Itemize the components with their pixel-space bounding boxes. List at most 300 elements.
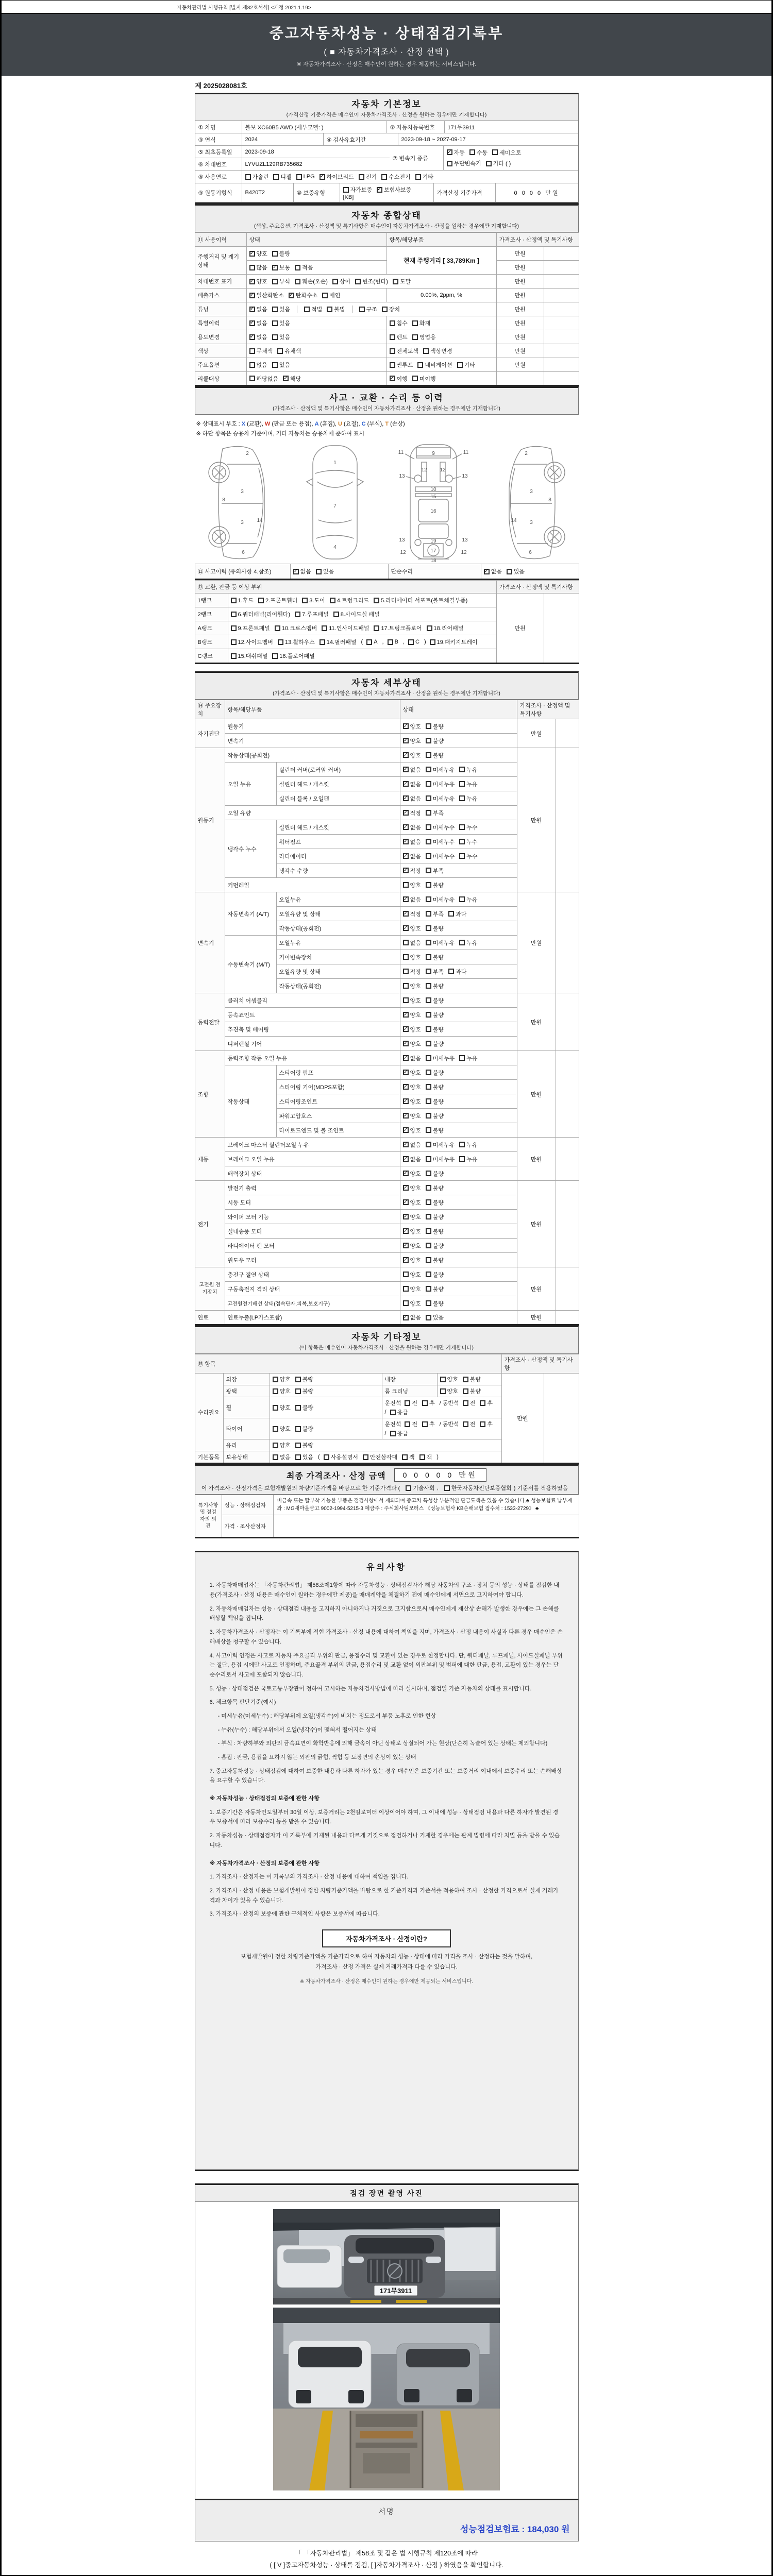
checkbox-unchecked[interactable] [492,148,522,157]
checkbox-unchecked[interactable] [324,1453,358,1461]
group-label-cell: 내장 [382,1374,437,1385]
checkbox-unchecked[interactable] [295,1453,313,1461]
checkbox-unchecked[interactable] [403,939,421,947]
checkbox-unchecked[interactable] [402,1453,415,1461]
checkbox-label: 색상변경 [430,348,452,354]
checkbox-unchecked[interactable] [403,968,421,976]
checkbox-label: 불량 [432,1243,444,1249]
checkbox-box-icon [403,1300,409,1306]
checkbox-unchecked[interactable] [273,1387,291,1395]
checkbox-checked[interactable] [249,249,267,258]
checkbox-unchecked[interactable] [275,624,317,632]
checkbox-unchecked[interactable] [426,1270,444,1279]
checkbox-unchecked[interactable] [393,277,411,285]
checks-cell [400,1210,517,1224]
checkbox-checked[interactable] [403,1040,421,1048]
checkbox-box-icon [374,598,379,603]
checkbox-box-icon: ✓ [390,375,395,381]
checkbox-unchecked[interactable] [405,1399,417,1407]
checkbox-box-icon [448,969,454,974]
checkbox-checked[interactable] [403,1054,421,1062]
checkbox-unchecked[interactable] [406,1484,435,1492]
price-cell: 만원 [517,719,556,748]
checkbox-unchecked[interactable] [412,319,430,327]
checkbox-label: 미이행 [419,376,436,382]
checkbox-unchecked[interactable] [426,838,455,846]
checkbox-unchecked[interactable] [390,361,413,369]
checkbox-box-icon [426,1026,431,1032]
checkbox-label: 14.필러패널 [326,639,357,646]
checkbox-checked[interactable] [403,722,421,731]
checkbox-label: 불량 [432,1286,444,1293]
group-label-cell: 수리필요 [195,1374,223,1451]
checkbox-unchecked[interactable] [426,1112,444,1120]
checkbox-unchecked[interactable] [403,1299,421,1308]
checkbox-unchecked[interactable] [426,1227,444,1235]
checkbox-unchecked[interactable] [403,996,421,1005]
checkbox-unchecked[interactable] [469,148,488,157]
checkbox-label: 후 [487,1421,493,1428]
checkbox-unchecked[interactable] [426,996,444,1005]
checks-cell [382,1397,501,1418]
checkbox-label: 없음 [410,940,421,946]
checkbox-unchecked[interactable] [459,895,477,904]
checkbox-unchecked[interactable] [426,1155,455,1163]
checkbox-unchecked[interactable] [459,1141,477,1149]
checkbox-checked[interactable] [403,895,421,904]
group-label-cell: 광택 [223,1385,270,1397]
checkbox-label: 없음 [410,824,421,831]
checkbox-unchecked[interactable] [415,173,433,181]
checkbox-unchecked[interactable] [459,838,477,846]
checkbox-unchecked[interactable] [417,361,452,369]
checkbox-checked[interactable] [403,751,421,759]
checkbox-unchecked[interactable] [426,982,444,990]
checkbox-unchecked[interactable] [273,1453,291,1461]
checkbox-unchecked[interactable] [295,1375,313,1383]
checkbox-unchecked[interactable] [426,823,455,832]
signature-label: 서명 [378,2507,395,2516]
checkbox-checked[interactable] [249,319,267,327]
checkbox-unchecked[interactable] [463,1420,476,1428]
checkbox-box-icon [426,1098,431,1104]
checkbox-box-icon: ✓ [293,568,298,574]
checkbox-unchecked[interactable] [343,185,373,194]
checkbox-checked[interactable] [403,924,421,933]
checkbox-unchecked[interactable] [322,291,340,299]
checkbox-checked[interactable] [403,838,421,846]
field-label: ⑥ 차대번호 [195,158,242,171]
checkbox-unchecked[interactable] [249,263,267,272]
checkbox-unchecked[interactable] [426,1126,444,1134]
checkbox-checked[interactable] [403,1011,421,1019]
checkbox-unchecked[interactable] [355,277,388,285]
checkbox-unchecked[interactable] [426,1184,444,1192]
checkbox-checked[interactable] [320,173,354,181]
checkbox-box-icon [426,1113,431,1118]
checkbox-unchecked[interactable] [273,1425,291,1433]
checkbox-unchecked[interactable] [374,624,422,632]
checkbox-box-icon [426,853,431,859]
cell [544,358,579,372]
checkbox-unchecked[interactable] [412,333,436,341]
checkbox-unchecked[interactable] [426,1313,444,1321]
checks-cell [270,1374,382,1385]
checkbox-box-icon: ✓ [403,1127,408,1133]
basic-info-table [195,121,579,204]
checkbox-unchecked[interactable] [426,968,444,976]
price-cell: 만원 [496,358,544,372]
group-label-cell: 용도변경 [195,330,246,344]
checkbox-unchecked[interactable] [426,852,455,860]
checkbox-label: 양호 [410,1127,421,1134]
checkbox-checked[interactable] [377,185,411,194]
checkbox-box-icon [426,969,431,974]
checkbox-unchecked[interactable] [320,638,357,646]
checkbox-unchecked[interactable] [422,1420,435,1428]
checkbox-unchecked[interactable] [459,780,477,788]
checkbox-checked[interactable] [403,867,421,875]
checkbox-label: 누유 [466,1142,478,1148]
checkbox-unchecked[interactable] [231,624,270,632]
checkbox-unchecked[interactable] [390,1408,408,1416]
status-symbol-desc: (흠집), [320,421,338,427]
checkbox-unchecked[interactable] [272,249,290,258]
checkbox-unchecked[interactable] [363,1453,397,1461]
checkbox-label: 있음 [432,1315,444,1321]
cell [544,594,579,664]
checkbox-unchecked[interactable] [272,333,290,341]
checkbox-unchecked[interactable] [273,1441,291,1449]
checkbox-unchecked[interactable] [440,1375,458,1383]
checkbox-unchecked[interactable] [426,737,444,745]
checkbox-unchecked[interactable] [278,638,315,646]
checkbox-unchecked[interactable] [426,766,455,774]
checkbox-unchecked[interactable] [231,652,268,660]
svg-text:2: 2 [245,450,249,456]
checkbox-box-icon [231,653,237,659]
checkbox-label: 전체도색 [396,348,419,354]
checkbox-unchecked[interactable] [480,1420,493,1428]
checkbox-unchecked[interactable] [258,596,297,604]
checkbox-unchecked[interactable] [426,809,444,817]
checkbox-unchecked[interactable] [448,910,466,918]
checkbox-checked[interactable] [283,375,301,383]
checkbox-checked[interactable] [272,263,290,272]
checkbox-unchecked[interactable] [403,1285,421,1293]
checkbox-unchecked[interactable] [295,1441,313,1449]
cell: 오일누유 [276,892,400,907]
checkbox-checked[interactable] [403,1083,421,1091]
checkbox-unchecked[interactable] [444,1484,512,1492]
checkbox-unchecked[interactable] [507,567,525,575]
checkbox-unchecked[interactable] [426,924,444,933]
checkbox-unchecked[interactable] [333,610,380,618]
checkbox-unchecked[interactable] [463,1375,481,1383]
checkbox-unchecked[interactable] [245,173,269,181]
checkbox-unchecked[interactable] [423,347,452,355]
checkbox-unchecked[interactable] [296,174,315,180]
checkbox-unchecked[interactable] [273,173,291,181]
checkbox-checked[interactable] [403,1155,421,1163]
checkbox-label: 없음 [256,362,267,368]
checkbox-unchecked[interactable] [447,159,481,167]
cell: 와이퍼 모터 기능 [225,1210,400,1224]
checkbox-label: 없음 [491,569,502,575]
checkbox-checked[interactable] [403,1213,421,1221]
checkbox-label: 양호 [410,1070,421,1076]
checkbox-unchecked[interactable] [304,305,322,313]
checkbox-unchecked[interactable] [426,1213,444,1221]
checkbox-unchecked[interactable] [426,1256,444,1264]
checkbox-checked[interactable] [484,567,502,575]
checkbox-unchecked[interactable] [486,159,511,167]
checkbox-unchecked[interactable] [426,780,455,788]
table-row [195,1495,579,1515]
checkbox-box-icon [406,1485,411,1491]
checkbox-box-icon [363,1454,368,1460]
checks-cell [400,1282,517,1296]
check-group-text: , [402,639,405,646]
checkbox-unchecked[interactable] [295,277,328,285]
checkbox-unchecked[interactable] [459,1054,477,1062]
checkbox-label: 불량 [432,1084,444,1091]
checkbox-checked[interactable] [403,1097,421,1106]
checkbox-unchecked[interactable] [422,1399,435,1407]
checkbox-checked[interactable] [403,1227,421,1235]
checkbox-box-icon [273,174,279,180]
checkbox-checked[interactable] [403,794,421,803]
checkbox-checked[interactable] [293,567,311,575]
checkbox-checked[interactable] [403,1141,421,1149]
checkbox-label: 누유 [466,896,478,903]
checkbox-unchecked[interactable] [459,794,477,803]
checkbox-checked[interactable] [403,1069,421,1077]
checkbox-unchecked[interactable] [273,1375,291,1383]
checkbox-unchecked[interactable] [448,968,466,976]
checkbox-unchecked[interactable] [381,173,411,181]
checkbox-unchecked[interactable] [430,638,478,646]
cell [544,275,579,289]
checkbox-unchecked[interactable] [405,1420,417,1428]
notice-item: ※ 자동차가격조사 · 산정의 보증에 관한 사항 [209,1860,320,1867]
checkbox-checked[interactable] [403,910,421,918]
cell [556,1311,579,1325]
checkbox-unchecked[interactable] [272,361,290,369]
checkbox-unchecked[interactable] [459,852,477,860]
checkbox-unchecked[interactable] [426,722,444,731]
checkbox-box-icon [480,1421,485,1427]
checks-cell [400,1051,517,1065]
checks-cell [270,1397,382,1418]
checkbox-unchecked[interactable] [390,319,408,327]
checkbox-unchecked[interactable] [426,1170,444,1178]
notice-title: 유의사항 [366,1563,407,1572]
checkbox-unchecked[interactable] [272,319,290,327]
checkbox-label: 해당 [290,376,301,382]
checkbox-checked[interactable] [403,1256,421,1264]
checkbox-unchecked[interactable] [403,881,421,889]
checkbox-unchecked[interactable] [426,1299,444,1308]
table-row [195,330,579,344]
checkbox-box-icon: ✓ [403,1069,408,1075]
checkbox-unchecked[interactable] [426,1285,444,1293]
checkbox-unchecked[interactable] [327,305,345,313]
checkbox-checked[interactable] [403,1198,421,1207]
checkbox-unchecked[interactable] [426,1141,455,1149]
checkbox-unchecked[interactable] [249,347,273,355]
checkbox-checked[interactable] [403,1112,421,1120]
checkbox-unchecked[interactable] [426,1025,444,1033]
checkbox-unchecked[interactable] [295,1425,313,1433]
checkbox-unchecked[interactable] [403,982,421,990]
table-row [195,372,579,386]
checkbox-unchecked[interactable] [366,639,377,645]
checkbox-unchecked[interactable] [382,305,400,313]
checkbox-unchecked[interactable] [231,638,273,646]
checkbox-unchecked[interactable] [408,639,419,645]
checkbox-unchecked[interactable] [390,1429,408,1437]
checkbox-unchecked[interactable] [249,361,267,369]
checkbox-unchecked[interactable] [426,1083,444,1091]
checkbox-unchecked[interactable] [427,624,464,632]
checkbox-unchecked[interactable] [426,1242,444,1250]
checkbox-checked[interactable] [403,1184,421,1192]
checkbox-checked[interactable] [403,737,421,745]
checkbox-unchecked[interactable] [419,1453,432,1461]
checkbox-checked[interactable] [249,305,267,313]
checkbox-checked[interactable] [249,277,267,285]
checkbox-unchecked[interactable] [330,596,369,604]
checkbox-checked[interactable] [403,1126,421,1134]
checkbox-box-icon [295,1426,301,1432]
checkbox-unchecked[interactable] [480,1399,493,1407]
checkbox-checked[interactable] [249,333,267,341]
checkbox-unchecked[interactable] [426,794,455,803]
checkbox-unchecked[interactable] [277,347,301,355]
checkbox-unchecked[interactable] [403,1270,421,1279]
checkbox-label: 안전삼각대 [369,1454,397,1461]
checkbox-unchecked[interactable] [388,639,398,645]
group-label-cell: C랭크 [195,649,228,664]
checkbox-unchecked[interactable] [332,277,350,285]
checkbox-label: 침수 [396,320,408,327]
checkbox-unchecked[interactable] [272,277,290,285]
checkbox-unchecked[interactable] [426,881,444,889]
checks-cell [400,950,517,964]
checkbox-unchecked[interactable] [426,751,444,759]
checkbox-box-icon [322,625,327,631]
checkbox-unchecked[interactable] [459,766,477,774]
checkbox-unchecked[interactable] [426,910,444,918]
checkbox-checked[interactable] [249,291,284,299]
table-row [195,594,579,607]
svg-text:13: 13 [461,473,468,479]
checkbox-unchecked[interactable] [459,823,477,832]
checkbox-unchecked[interactable] [426,1054,455,1062]
checkbox-unchecked[interactable] [426,1198,444,1207]
checkbox-unchecked[interactable] [231,610,291,618]
checkbox-unchecked[interactable] [374,596,467,604]
checkbox-unchecked[interactable] [273,1403,291,1412]
checkbox-unchecked[interactable] [426,1097,444,1106]
checkbox-label: 미세누유 [432,1055,455,1062]
checkbox-label: 부족 [432,868,444,874]
checkbox-checked[interactable] [403,852,421,860]
checkbox-box-icon [272,334,278,340]
checkbox-box-icon [426,1055,431,1061]
checkbox-unchecked[interactable] [426,895,455,904]
checkbox-unchecked[interactable] [426,953,444,961]
checkbox-box-icon [459,839,465,844]
checkbox-unchecked[interactable] [390,347,419,355]
checkbox-unchecked[interactable] [249,375,279,383]
checkbox-unchecked[interactable] [295,263,313,272]
checkbox-label: 불량 [432,1257,444,1264]
checkbox-unchecked[interactable] [272,652,314,660]
cell [556,1051,579,1138]
checkbox-unchecked[interactable] [463,1399,476,1407]
checkbox-unchecked[interactable] [426,1040,444,1048]
checkbox-unchecked[interactable] [390,333,408,341]
checkbox-unchecked[interactable] [359,305,377,313]
table-row [195,289,579,302]
checkbox-unchecked[interactable] [459,1155,477,1163]
checkbox-unchecked[interactable] [295,610,329,618]
checkbox-checked[interactable] [403,1242,421,1250]
checks-cell [400,1065,517,1080]
checkbox-unchecked[interactable] [295,1387,313,1395]
checkbox-checked[interactable] [390,375,408,383]
checkbox-checked[interactable] [403,1025,421,1033]
checkbox-unchecked[interactable] [426,1069,444,1077]
header-cell: 상태 [400,700,517,719]
checkbox-unchecked[interactable] [426,939,455,947]
checkbox-checked[interactable] [403,1313,421,1321]
checkbox-checked[interactable] [403,766,421,774]
svg-text:1: 1 [333,460,337,466]
checkbox-checked[interactable] [289,291,318,299]
checkbox-unchecked[interactable] [412,375,436,383]
checkbox-checked[interactable] [403,823,421,832]
checkbox-unchecked[interactable] [463,1387,481,1395]
checkbox-unchecked[interactable] [459,939,477,947]
checkbox-checked[interactable] [403,1170,421,1178]
cell: 수동변속기 (M/T) [225,936,276,993]
checks-cell [386,344,496,358]
checkbox-unchecked[interactable] [272,305,290,313]
checkbox-unchecked[interactable] [403,953,421,961]
checkbox-unchecked[interactable] [316,567,334,575]
symbol-prefix: ※ 상태표시 부호 : [196,421,242,427]
checkbox-checked[interactable] [403,809,421,817]
checkbox-checked[interactable] [403,780,421,788]
checkbox-unchecked[interactable] [440,1387,458,1395]
checkbox-unchecked[interactable] [302,596,325,604]
checkbox-unchecked[interactable] [359,173,377,181]
checkbox-box-icon: ✓ [403,824,408,830]
checks-cell [386,316,496,330]
checkbox-unchecked[interactable] [295,1403,313,1412]
checkbox-box-icon [273,1388,278,1394]
checkbox-checked[interactable] [447,148,465,157]
checkbox-unchecked[interactable] [457,361,475,369]
checkbox-unchecked[interactable] [426,1011,444,1019]
checkbox-label: 9.프론트패널 [238,625,270,632]
checkbox-unchecked[interactable] [231,596,254,604]
checkbox-unchecked[interactable] [426,867,444,875]
checkbox-unchecked[interactable] [322,624,369,632]
